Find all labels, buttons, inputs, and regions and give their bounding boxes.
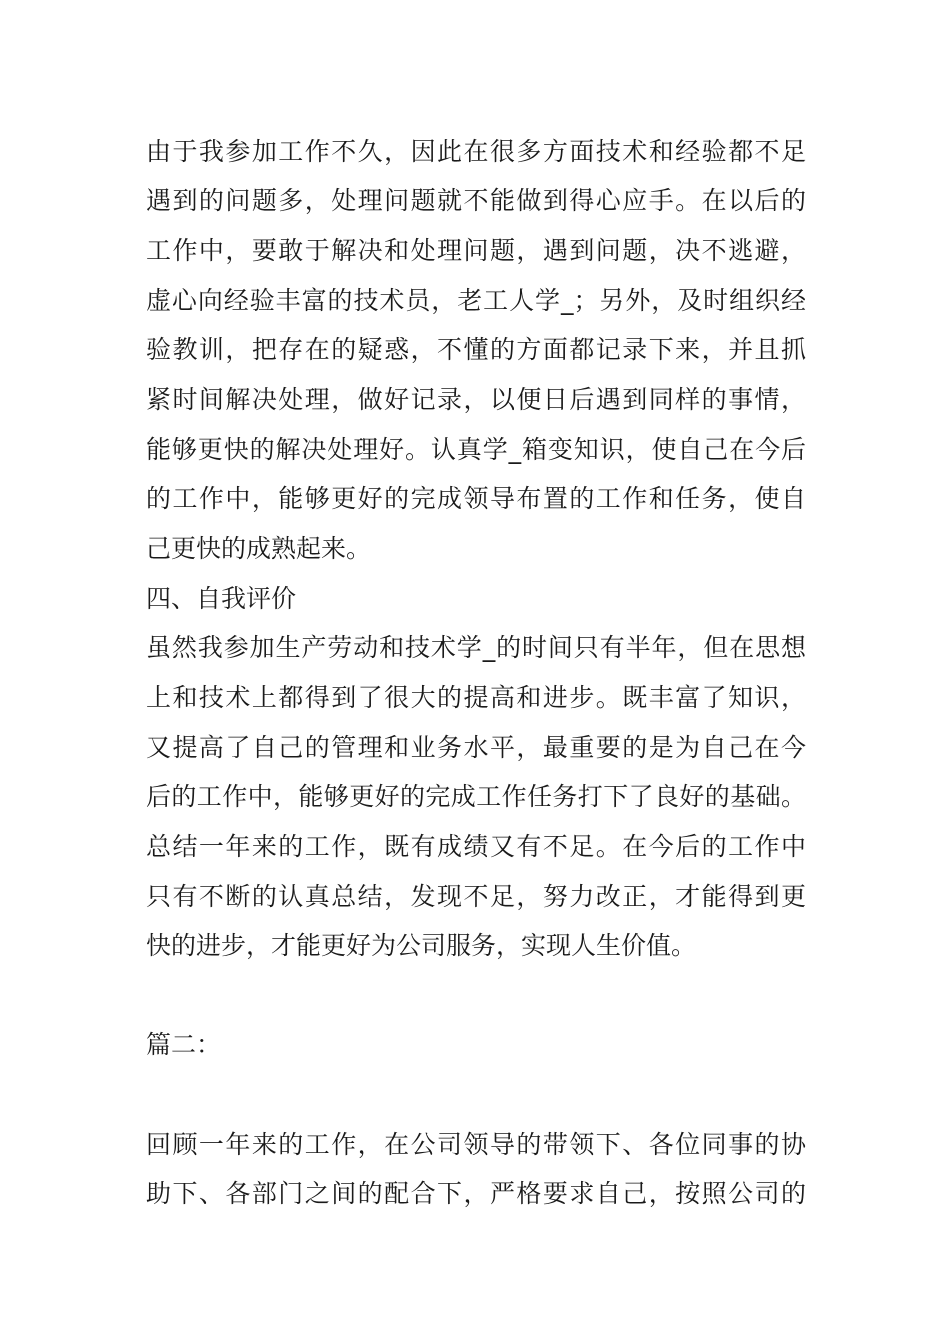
text-line: 上和技术上都得到了很大的提高和进步。既丰富了知识， [146, 683, 806, 712]
text-line: 工作中，要敢于解决和处理问题，遇到问题，决不逃避， [146, 236, 806, 265]
text-line: 虚心向经验丰富的技术员，老工人学_；另外，及时组织经 [146, 286, 806, 315]
text-line: 虽然我参加生产劳动和技术学_的时间只有半年，但在思想 [146, 633, 806, 662]
text-line: 总结一年来的工作，既有成绩又有不足。在今后的工作中 [146, 832, 806, 861]
text-line: 由于我参加工作不久，因此在很多方面技术和经验都不足 [146, 137, 806, 166]
text-line: 快的进步，才能更好为公司服务，实现人生价值。 [146, 931, 697, 960]
text-line: 的工作中，能够更好的完成领导布置的工作和任务，使自 [146, 484, 806, 513]
section-heading: 四、自我评价 [146, 584, 297, 613]
text-line: 己更快的成熟起来。 [146, 534, 372, 563]
text-line: 后的工作中，能够更好的完成工作任务打下了良好的基础。 [146, 782, 806, 811]
text-line: 遇到的问题多，处理问题就不能做到得心应手。在以后的 [146, 186, 806, 215]
text-line: 又提高了自己的管理和业务水平，最重要的是为自己在今 [146, 733, 806, 762]
text-line: 只有不断的认真总结，发现不足，努力改正，才能得到更 [146, 882, 806, 911]
text-line: 助下、各部门之间的配合下，严格要求自己，按照公司的 [146, 1179, 806, 1208]
text-line: 能够更快的解决处理好。认真学_箱变知识，使自己在今后 [146, 435, 806, 464]
text-line: 验教训，把存在的疑惑，不懂的方面都记录下来，并且抓 [146, 335, 806, 364]
section-heading: 篇二： [146, 1030, 222, 1059]
text-line: 紧时间解决处理，做好记录，以便日后遇到同样的事情， [146, 385, 806, 414]
text-line: 回顾一年来的工作，在公司领导的带领下、各位同事的协 [146, 1130, 806, 1159]
